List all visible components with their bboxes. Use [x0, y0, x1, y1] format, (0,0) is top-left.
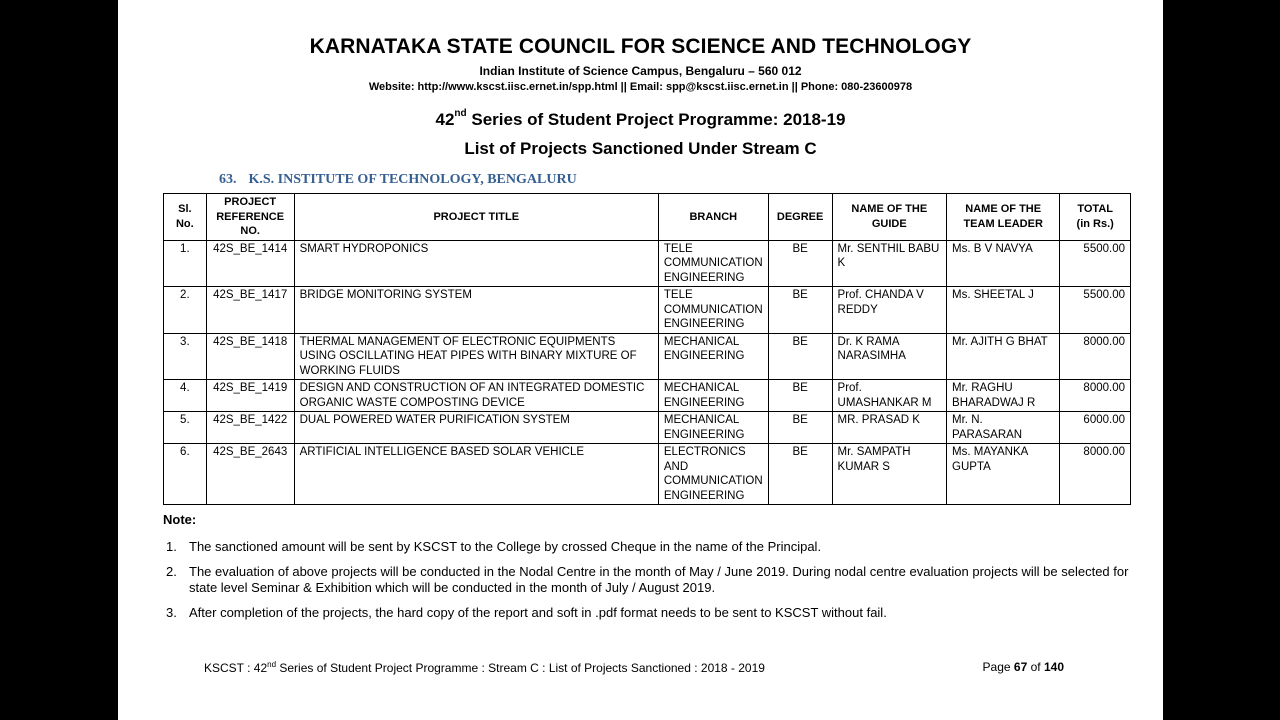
document-page [118, 0, 1163, 720]
table-row [164, 380, 1131, 412]
organization-address: Indian Institute of Science Campus, Bengaluru – 560 012 [479, 64, 802, 78]
note-number: 2. [166, 564, 177, 579]
cell-guide: Mr. SAMPATH KUMAR S [832, 444, 947, 505]
cell-sl: 3. [164, 333, 207, 380]
cell-degree: BE [768, 412, 832, 444]
cell-sl: 1. [164, 240, 207, 287]
col-header-reference: PROJECT REFERENCE NO. [206, 194, 294, 241]
cell-guide: Prof. CHANDA V REDDY [832, 287, 947, 334]
cell-degree: BE [768, 444, 832, 505]
cell-sl: 6. [164, 444, 207, 505]
table-row [164, 240, 1131, 287]
cell-sl: 5. [164, 412, 207, 444]
note-item [163, 564, 1138, 596]
cell-branch: MECHANICAL ENGINEERING [658, 333, 768, 380]
cell-reference: 42S_BE_1418 [206, 333, 294, 380]
cell-total: 5500.00 [1060, 287, 1131, 334]
table-row [164, 412, 1131, 444]
series-title [118, 110, 1163, 130]
table-row [164, 444, 1131, 505]
organization-title: KARNATAKA STATE COUNCIL FOR SCIENCE AND TECHNOLOGY [309, 35, 972, 58]
cell-total: 8000.00 [1060, 444, 1131, 505]
institution-name: K.S. INSTITUTE OF TECHNOLOGY, BENGALURU [248, 172, 577, 187]
cell-title: SMART HYDROPONICS [294, 240, 658, 287]
cell-degree: BE [768, 287, 832, 334]
cell-degree: BE [768, 380, 832, 412]
cell-total: 8000.00 [1060, 333, 1131, 380]
series-ordinal: nd [454, 108, 467, 119]
cell-guide: Mr. SENTHIL BABU K [832, 240, 947, 287]
col-header-branch: BRANCH [658, 194, 768, 241]
series-number: 42 [435, 110, 455, 129]
contact-line: Website: http://www.kscst.iisc.ernet.in/spp.html || Email: spp@kscst.iisc.ernet.in || Phone: 080-23600978 [368, 81, 913, 93]
cell-branch: ELECTRONICS AND COMMUNICATION ENGINEERING [658, 444, 768, 505]
table-row [164, 287, 1131, 334]
cell-title: THERMAL MANAGEMENT OF ELECTRONIC EQUIPMENTS USING OSCILLATING HEAT PIPES WITH BINARY MIXTURE OF WORKING FLUIDS [294, 333, 658, 380]
cell-title: BRIDGE MONITORING SYSTEM [294, 287, 658, 334]
cell-sl: 2. [164, 287, 207, 334]
stream-title: List of Projects Sanctioned Under Stream C [464, 139, 817, 158]
cell-reference: 42S_BE_1417 [206, 287, 294, 334]
cell-branch: MECHANICAL ENGINEERING [658, 412, 768, 444]
cell-leader: Ms. MAYANKA GUPTA [947, 444, 1060, 505]
col-header-guide: NAME OF THE GUIDE [832, 194, 947, 241]
table-row [164, 333, 1131, 380]
note-text: The sanctioned amount will be sent by KSCST to the College by crossed Cheque in the name of the Principal. [189, 539, 822, 554]
note-item [163, 539, 1138, 555]
cell-reference: 42S_BE_1414 [206, 240, 294, 287]
table-header-row [164, 194, 1131, 241]
col-header-degree: DEGREE [768, 194, 832, 241]
cell-sl: 4. [164, 380, 207, 412]
cell-title: DESIGN AND CONSTRUCTION OF AN INTEGRATED DOMESTIC ORGANIC WASTE COMPOSTING DEVICE [294, 380, 658, 412]
col-header-total: TOTAL (in Rs.) [1060, 194, 1131, 241]
note-number: 3. [166, 605, 177, 620]
cell-degree: BE [768, 240, 832, 287]
cell-reference: 42S_BE_1419 [206, 380, 294, 412]
cell-reference: 42S_BE_2643 [206, 444, 294, 505]
cell-branch: TELE COMMUNICATION ENGINEERING [658, 287, 768, 334]
note-heading: Note: [163, 512, 197, 527]
cell-reference: 42S_BE_1422 [206, 412, 294, 444]
note-item [163, 605, 1138, 621]
cell-branch: MECHANICAL ENGINEERING [658, 380, 768, 412]
institution-index: 63. [219, 172, 237, 187]
page-number: Page 67 of 140 [982, 660, 1064, 674]
series-text: Series of Student Project Programme: 2018-19 [466, 110, 846, 129]
cell-guide: MR. PRASAD K [832, 412, 947, 444]
cell-total: 5500.00 [1060, 240, 1131, 287]
cell-total: 8000.00 [1060, 380, 1131, 412]
page-footer [204, 660, 1064, 675]
cell-leader: Ms. SHEETAL J [947, 287, 1060, 334]
institution-heading [219, 172, 589, 188]
projects-table [163, 193, 1131, 505]
col-header-leader: NAME OF THE TEAM LEADER [947, 194, 1060, 241]
note-text: The evaluation of above projects will be conducted in the Nodal Centre in the month of May / June 2019. During nodal centre evaluation projects will be selected for state level Seminar & Exhibition which will be conducted in the month of July / August 2019. [189, 564, 1129, 595]
cell-branch: TELE COMMUNICATION ENGINEERING [658, 240, 768, 287]
cell-leader: Mr. AJITH G BHAT [947, 333, 1060, 380]
cell-guide: Dr. K RAMA NARASIMHA [832, 333, 947, 380]
col-header-title: PROJECT TITLE [294, 194, 658, 241]
cell-total: 6000.00 [1060, 412, 1131, 444]
cell-leader: Ms. B V NAVYA [947, 240, 1060, 287]
cell-title: ARTIFICIAL INTELLIGENCE BASED SOLAR VEHICLE [294, 444, 658, 505]
note-number: 1. [166, 539, 177, 554]
cell-guide: Prof. UMASHANKAR M [832, 380, 947, 412]
cell-degree: BE [768, 333, 832, 380]
cell-leader: Mr. N. PARASARAN [947, 412, 1060, 444]
note-text: After completion of the projects, the hard copy of the report and soft in .pdf format needs to be sent to KSCST without fail. [189, 605, 887, 620]
cell-leader: Mr. RAGHU BHARADWAJ R [947, 380, 1060, 412]
footer-text: KSCST : 42nd Series of Student Project Programme : Stream C : List of Projects Sanctioned : 2018 - 2019 [204, 660, 765, 675]
col-header-sl: Sl. No. [164, 194, 207, 241]
cell-title: DUAL POWERED WATER PURIFICATION SYSTEM [294, 412, 658, 444]
